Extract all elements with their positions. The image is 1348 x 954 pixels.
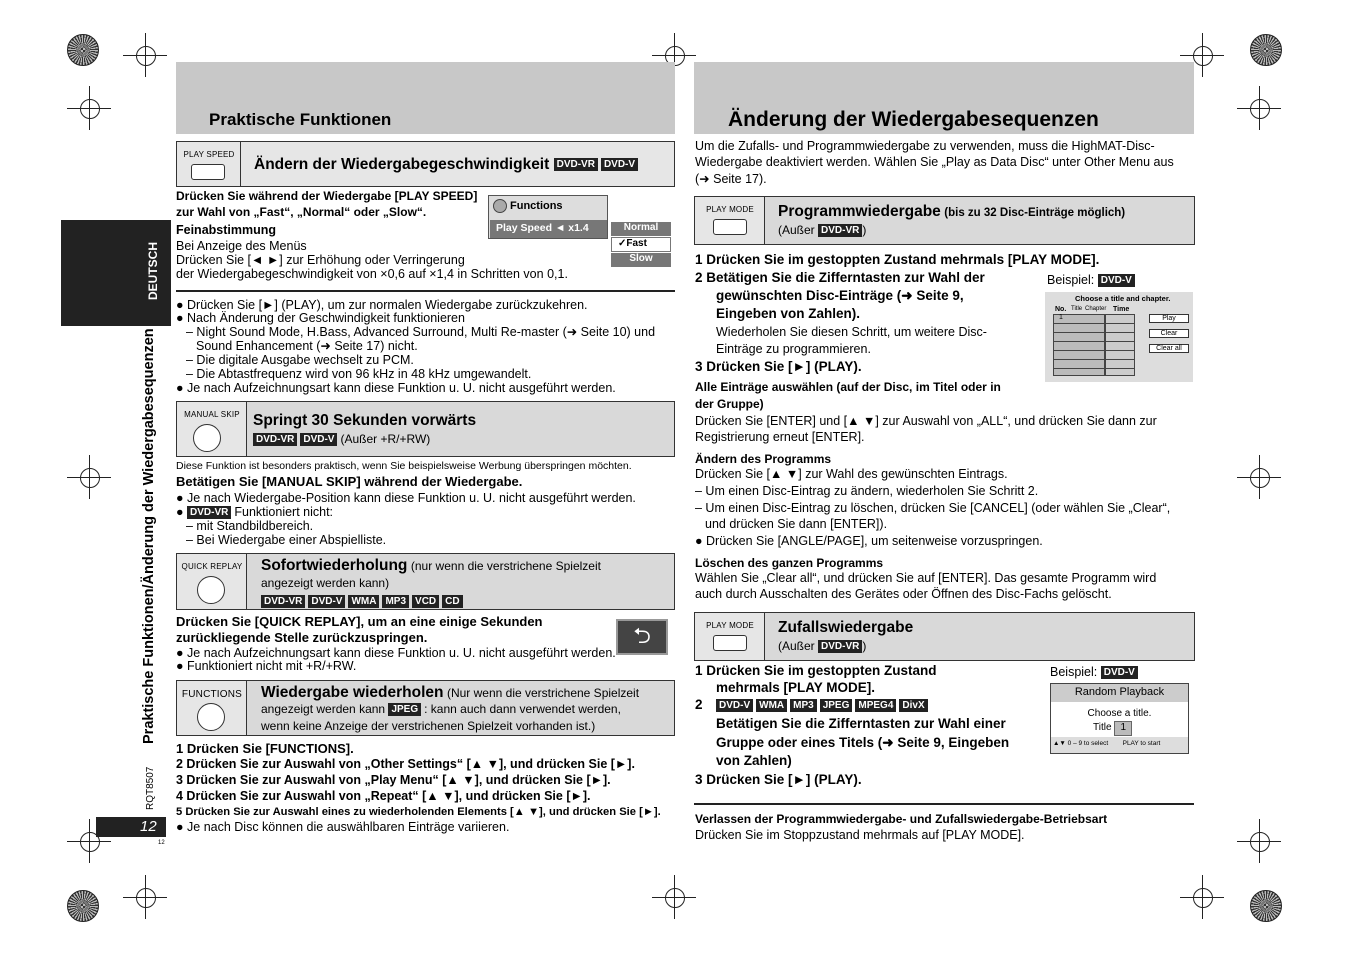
fine-tuning-heading: Feinabstimmung: [176, 223, 277, 237]
random-screen-line-1: Choose a title.: [1087, 708, 1152, 719]
divider: [176, 290, 675, 292]
all-text-1: Drücken Sie [ENTER] und [▲ ▼] zur Auswahl von „ALL“, und drücken Sie dann zur: [695, 414, 1157, 428]
manual-skip-tags: DVD-VR DVD-V (Außer +R/+RW): [253, 432, 430, 447]
speed-note-6: – Die Abtastfrequenz wird von 96 kHz in 48 kHz umgewandelt.: [186, 367, 532, 381]
exit-text: Drücken Sie im Stoppzustand mehrmals auf [PLAY MODE].: [695, 828, 1025, 842]
play-speed-title: Ändern der Wiedergabegeschwindigkeit DVD-VR DVD-V: [254, 155, 641, 174]
language-label: DEUTSCH: [146, 241, 160, 300]
random-box: [694, 612, 1195, 661]
delete-heading: Löschen des ganzen Programms: [695, 556, 884, 570]
random-screen-title: Random Playback: [1051, 684, 1188, 702]
random-step-1a: 1 Drücken Sie im gestoppten Zustand: [695, 663, 937, 678]
delete-text-1: Wählen Sie „Clear all“, und drücken Sie auf [ENTER]. Das gesamte Programm wird: [695, 571, 1157, 585]
repeat-title-line: Wiedergabe wiederholen (Nur wenn die verstrichene Spielzeit: [261, 684, 640, 701]
replay-text-4: ● Funktioniert nicht mit +R/+RW.: [176, 659, 357, 673]
intro-text-1: Um die Zufalls- und Programmwiedergabe zu verwenden, muss die HighMAT-Disc-: [695, 139, 1155, 153]
skip-text-4: ● DVD-VR Funktioniert nicht:: [176, 505, 334, 519]
page-number: 12: [140, 818, 157, 835]
random-step-2a: Betätigen Sie die Zifferntasten zur Wahl einer: [716, 716, 1006, 731]
quick-replay-tags: DVD-VR DVD-V WMA MP3 VCD CD: [261, 594, 466, 610]
functions-button-icon: [197, 703, 225, 731]
program-step-2e: Einträge zu programmieren.: [716, 342, 871, 356]
random-step-2-number: 2: [695, 697, 703, 712]
random-step-2-tags: DVD-V WMA MP3 JPEG MPEG4 DivX: [716, 698, 931, 714]
crosshair-mark: [665, 888, 685, 908]
play-mode-button-label: PLAY MODE: [706, 205, 754, 214]
manual-skip-button-icon: [193, 424, 221, 452]
play-speed-box: [176, 141, 675, 187]
col-time: Time: [1113, 306, 1130, 313]
repeat-note-2: angezeigt werden kann JPEG : kann auch dann verwendet werden,: [261, 702, 621, 716]
crosshair-mark: [136, 46, 156, 66]
repeat-step-4: 4 Drücken Sie zur Auswahl von „Repeat“ [▲ ▼], und drücken Sie [►].: [176, 789, 591, 803]
speed-option-fast: ✓Fast: [611, 237, 671, 252]
left-header-title: Praktische Funktionen: [209, 110, 392, 129]
repeat-step-2: 2 Drücken Sie zur Auswahl von „Other Settings“ [▲ ▼], und drücken Sie [►].: [176, 757, 635, 771]
random-screen-illustration: [1050, 683, 1189, 754]
fine-tuning-text-2: Drücken Sie [◄ ►] zur Erhöhung oder Verringerung: [176, 253, 465, 267]
model-code: RQT8507: [145, 766, 156, 810]
exit-heading: Verlassen der Programmwiedergabe- und Zufallswiedergabe-Betriebsart: [695, 812, 1108, 826]
crosshair-mark: [1193, 888, 1213, 908]
crosshair-mark: [80, 99, 100, 119]
functions-menu-title: Functions: [510, 200, 563, 212]
random-step-2c: von Zahlen): [716, 753, 792, 768]
program-table: [1053, 314, 1105, 376]
random-play-mode-label: PLAY MODE: [706, 621, 754, 630]
quick-replay-button-icon: [197, 576, 225, 604]
program-box: [694, 196, 1195, 245]
change-heading: Ändern des Programms: [695, 452, 832, 466]
col-no: No.: [1055, 306, 1067, 313]
divider: [694, 803, 1194, 805]
speed-note-5: – Die digitale Ausgabe wechselt zu PCM.: [186, 353, 414, 367]
random-exception: (Außer DVD-VR ): [778, 639, 867, 653]
replay-text-3: ● Je nach Aufzeichnungsart kann diese Funktion u. U. nicht ausgeführt werden.: [176, 646, 616, 660]
speed-note-3: – Night Sound Mode, H.Bass, Advanced Surround, Multi Re-master (➜ Seite 10) und: [186, 325, 656, 339]
program-step-2a: 2 Betätigen Sie die Zifferntasten zur Wahl der: [695, 270, 985, 285]
speed-note-7: ● Je nach Aufzeichnungsart kann diese Funktion u. U. nicht ausgeführt werden.: [176, 381, 616, 395]
manual-skip-button-label: MANUAL SKIP: [184, 410, 240, 419]
crosshair-mark: [1193, 46, 1213, 66]
program-row-1: 1: [1059, 314, 1063, 321]
random-example-label: Beispiel: DVD-V: [1050, 665, 1141, 681]
quick-replay-title-line: Sofortwiederholung (nur wenn die verstrichene Spielzeit: [261, 557, 601, 574]
fine-tuning-text-1: Bei Anzeige des Menüs: [176, 239, 307, 253]
speed-instruction-2: zur Wahl von „Fast“, „Normal“ oder „Slow“.: [176, 205, 427, 219]
speed-instruction-1: Drücken Sie während der Wiedergabe [PLAY SPEED]: [176, 189, 478, 203]
repeat-step-5: 5 Drücken Sie zur Auswahl eines zu wiederholenden Elements [▲ ▼], und drücken Sie [►].: [176, 806, 661, 818]
program-step-2b: gewünschten Disc-Einträge (➜ Seite 9,: [716, 288, 964, 303]
program-screen-illustration: [1045, 292, 1193, 382]
change-text-4: und drücken Sie dann [ENTER]).: [705, 517, 888, 531]
vertical-section-title: Praktische Funktionen/Änderung der Wiedergabesequenzen: [141, 328, 157, 744]
skip-text-3: ● Je nach Wiedergabe-Position kann diese Funktion u. U. nicht ausgeführt werden.: [176, 491, 636, 505]
speed-option-slow: Slow: [611, 253, 671, 267]
registration-rosette: [67, 890, 99, 922]
repeat-note-last: ● Je nach Disc können die auswählbaren Einträge variieren.: [176, 820, 510, 834]
manual-skip-box: [176, 401, 675, 457]
program-step-2d: Wiederholen Sie diesen Schritt, um weitere Disc-: [716, 325, 987, 339]
random-step-1b: mehrmals [PLAY MODE].: [716, 680, 876, 695]
quick-replay-icon: ⮌: [616, 619, 668, 655]
random-step-3: 3 Drücken Sie [►] (PLAY).: [695, 772, 862, 787]
random-step-2b: Gruppe oder eines Titels (➜ Seite 9, Eingeben: [716, 735, 1010, 750]
play-mode-button-icon: [713, 219, 747, 235]
crosshair-mark: [136, 888, 156, 908]
delete-text-2: auch durch Ausschalten des Gerätes oder Öffnen des Disc-Fachs gelöscht.: [695, 587, 1112, 601]
program-exception: (Außer DVD-VR ): [778, 223, 867, 237]
play-speed-button-label: PLAY SPEED: [183, 150, 235, 159]
skip-text-6: – Bei Wiedergabe einer Abspielliste.: [186, 533, 387, 547]
random-play-mode-icon: [713, 635, 747, 651]
fine-tuning-text-3: der Wiedergabegeschwindigkeit von ×0,6 auf ×1,4 in Schritten von 0,1.: [176, 267, 568, 281]
repeat-step-1: 1 Drücken Sie [FUNCTIONS].: [176, 741, 354, 756]
speed-note-2: ● Nach Änderung der Geschwindigkeit funktionieren: [176, 311, 465, 325]
crosshair-mark: [1250, 468, 1270, 488]
skip-text-5: – mit Standbildbereich.: [186, 519, 314, 533]
program-step-1: 1 Drücken Sie im gestoppten Zustand mehrmals [PLAY MODE].: [695, 252, 1100, 267]
play-speed-row: Play Speed ◄ x1.4: [490, 220, 607, 238]
speed-note-1: ● Drücken Sie [►] (PLAY), um zur normalen Wiedergabe zurückzukehren.: [176, 298, 588, 312]
crosshair-mark: [1250, 832, 1270, 852]
registration-rosette: [1250, 890, 1282, 922]
program-title-line: Programmwiedergabe (bis zu 32 Disc-Einträge möglich): [778, 203, 1126, 220]
repeat-note-3: wenn keine Anzeige der verstrichenen Spielzeit vorhanden ist.): [261, 719, 596, 733]
quick-replay-note-2: angezeigt werden kann): [261, 576, 390, 590]
quick-replay-button-label: QUICK REPLAY: [181, 562, 243, 571]
all-heading-2: der Gruppe): [695, 397, 764, 411]
registration-rosette: [67, 34, 99, 66]
all-text-2: Registrierung erneut [ENTER].: [695, 430, 865, 444]
speed-option-normal: Normal: [611, 222, 671, 236]
page-number-small: 12: [158, 840, 165, 846]
functions-menu-illustration: [488, 195, 608, 239]
registration-rosette: [1250, 34, 1282, 66]
col-chapter: Chapter: [1085, 306, 1107, 312]
change-text-5: ● Drücken Sie [ANGLE/PAGE], um seitenweise vorzuspringen.: [695, 534, 1043, 548]
replay-text-2: zurückliegende Stelle zurückzuspringen.: [176, 630, 428, 645]
play-speed-button-icon: [191, 164, 225, 180]
manual-skip-title: Springt 30 Sekunden vorwärts: [253, 412, 477, 429]
program-step-2c: Eingeben von Zahlen).: [716, 306, 861, 321]
program-step-3: 3 Drücken Sie [►] (PLAY).: [695, 359, 862, 374]
change-text-3: – Um einen Disc-Eintrag zu löschen, drücken Sie [CANCEL] (oder wählen Sie „Clear“,: [695, 501, 1171, 515]
intro-text-3: (➜ Seite 17).: [695, 172, 767, 186]
right-header-title: Änderung der Wiedergabesequenzen: [728, 108, 1099, 131]
program-table-right: [1105, 314, 1135, 376]
crosshair-mark: [1250, 99, 1270, 119]
change-text-2: – Um einen Disc-Eintrag zu ändern, wiederholen Sie Schritt 2.: [695, 484, 1039, 498]
quick-replay-box: [176, 553, 675, 610]
program-clear-all-button: Clear all: [1149, 344, 1189, 353]
repeat-box: [176, 680, 675, 736]
random-screen-line-2: Title 1: [1093, 721, 1132, 736]
program-screen-title: Choose a title and chapter.: [1075, 294, 1171, 303]
crosshair-mark: [80, 468, 100, 488]
functions-button-label: FUNCTIONS: [181, 689, 243, 700]
program-example-label: Beispiel: DVD-V: [1047, 273, 1138, 289]
repeat-step-3: 3 Drücken Sie zur Auswahl von „Play Menu“ [▲ ▼], und drücken Sie [►].: [176, 773, 611, 787]
col-title: Title: [1071, 306, 1083, 312]
change-text-1: Drücken Sie [▲ ▼] zur Wahl des gewünschten Eintrags.: [695, 467, 1008, 481]
random-title: Zufallswiedergabe: [778, 619, 914, 636]
program-clear-button: Clear: [1149, 329, 1189, 338]
random-screen-footer: ▲▼ 0 – 9 to select PLAY to start: [1051, 737, 1188, 753]
all-heading-1: Alle Einträge auswählen (auf der Disc, im Titel oder in: [695, 380, 1001, 394]
intro-text-2: Wiedergabe deaktiviert werden. Wählen Sie „Play as Data Disc“ unter Other Menu aus: [695, 155, 1174, 169]
skip-text-2: Betätigen Sie [MANUAL SKIP] während der Wiedergabe.: [176, 474, 523, 489]
functions-icon: [493, 199, 507, 213]
replay-text-1: Drücken Sie [QUICK REPLAY], um an eine einige Sekunden: [176, 614, 543, 629]
speed-note-4: Sound Enhancement (➜ Seite 17) nicht.: [196, 339, 418, 353]
skip-text-1: Diese Funktion ist besonders praktisch, wenn Sie beispielsweise Werbung überspringen möchten.: [176, 460, 632, 472]
program-play-button: Play: [1149, 314, 1189, 323]
